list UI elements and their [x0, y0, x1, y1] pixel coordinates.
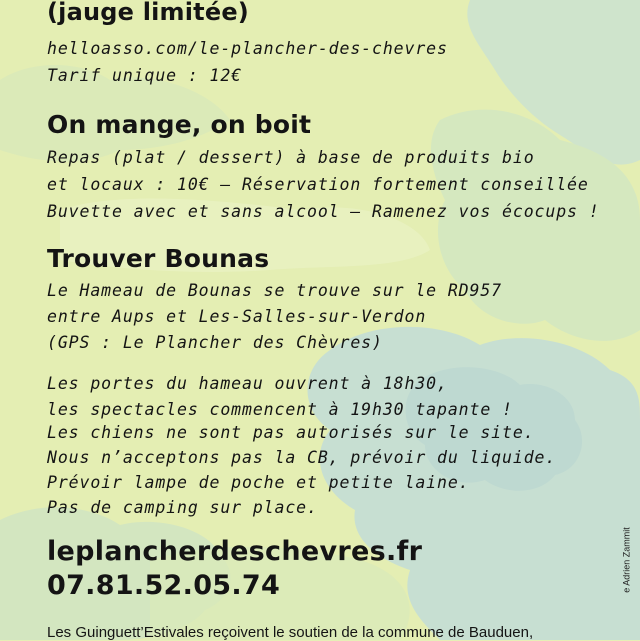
info-line: Pas de camping sur place. — [47, 498, 318, 517]
location-line: (GPS : Le Plancher des Chèvres) — [47, 333, 383, 352]
info-line: Nous n’acceptons pas la CB, prévoir du liquide. — [47, 448, 557, 467]
food-line: Buvette avec et sans alcool – Ramenez vos écocups ! — [47, 202, 600, 221]
directions-section-title: Trouver Bounas — [47, 244, 270, 273]
info-line: Les portes du hameau ouvrent à 18h30, — [47, 374, 448, 393]
food-section-title: On mange, on boit — [47, 110, 312, 139]
tickets-capacity-title: (jauge limitée) — [47, 0, 249, 26]
food-line: Repas (plat / dessert) à base de produits bio — [47, 148, 535, 167]
photo-credit: e Adrien Zammit — [622, 527, 632, 593]
support-footer-text: Les Guinguett’Estivales reçoivent le soutien de la commune de Bauduen, — [47, 624, 534, 641]
ticket-url[interactable]: helloasso.com/le-plancher-des-chevres — [47, 39, 448, 58]
info-line: Prévoir lampe de poche et petite laine. — [47, 473, 470, 492]
food-line: et locaux : 10€ — Réservation fortement conseillée — [47, 175, 589, 194]
info-line: Les chiens ne sont pas autorisés sur le site. — [47, 423, 535, 442]
website-link[interactable]: leplancherdeschevres.fr — [47, 536, 423, 567]
ticket-price: Tarif unique : 12€ — [47, 66, 243, 85]
phone-number[interactable]: 07.81.52.05.74 — [47, 570, 281, 601]
info-line: les spectacles commencent à 19h30 tapante ! — [47, 400, 513, 419]
location-line: Le Hameau de Bounas se trouve sur le RD957 — [47, 281, 503, 300]
location-line: entre Aups et Les-Salles-sur-Verdon — [47, 307, 427, 326]
